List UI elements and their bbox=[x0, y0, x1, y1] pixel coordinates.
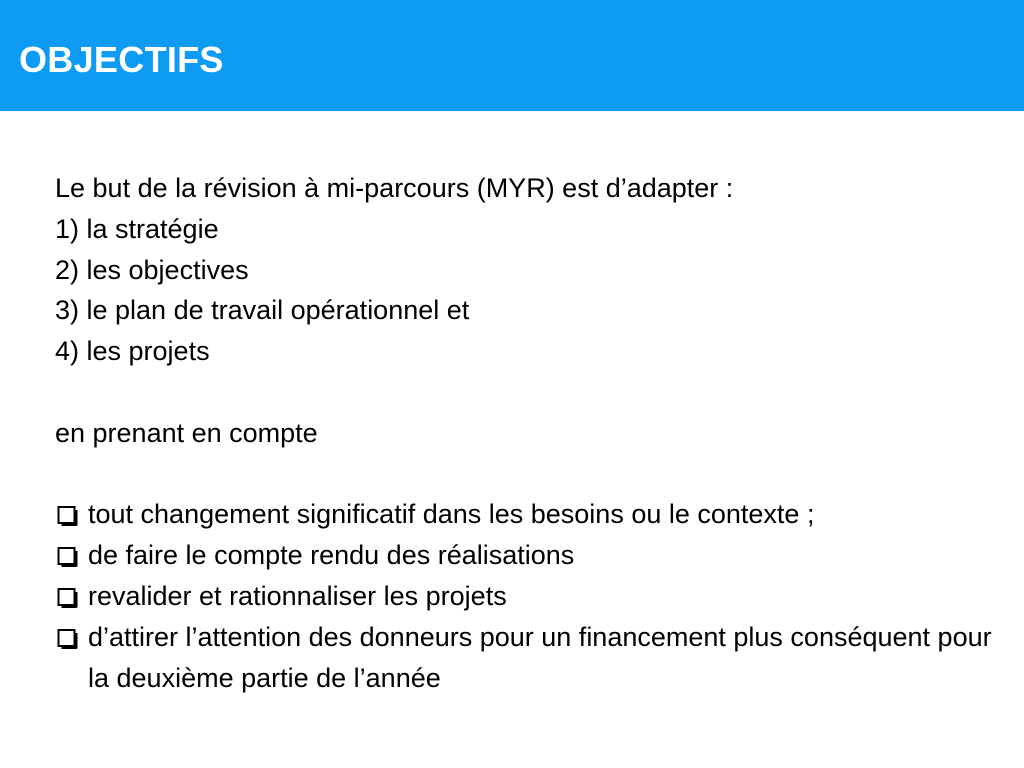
spacer bbox=[55, 454, 995, 495]
bullet-text: revalider et rationnaliser les projets bbox=[88, 580, 507, 611]
slide-title: OBJECTIFS bbox=[19, 39, 224, 80]
title-bar bbox=[0, 0, 1024, 111]
bullet-text: d’attirer l’attention des donneurs pour un financement plus conséquent pour la deuxième partie de l’année bbox=[88, 621, 992, 693]
bullet-item bbox=[55, 617, 1008, 699]
bullet-item bbox=[55, 535, 995, 576]
intro-text: Le but de la révision à mi-parcours (MYR) est d’adapter : bbox=[55, 173, 734, 203]
checkbox-icon bbox=[55, 629, 83, 649]
bullet-list bbox=[55, 494, 995, 698]
numbered-item: 2) les objectives bbox=[55, 254, 249, 285]
bullet-item bbox=[55, 576, 995, 617]
bullet-text: de faire le compte rendu des réalisations bbox=[88, 540, 575, 571]
checkbox-icon bbox=[55, 588, 83, 608]
numbered-item: 4) les projets bbox=[55, 336, 210, 367]
spacer bbox=[55, 372, 995, 413]
numbered-item: 1) la stratégie bbox=[55, 213, 219, 244]
checkbox-icon bbox=[55, 547, 83, 567]
slide-body bbox=[55, 168, 995, 698]
numbered-item: 3) le plan de travail opérationnel et bbox=[55, 295, 470, 326]
bullet-text: tout changement significatif dans les besoins ou le contexte ; bbox=[88, 499, 815, 530]
bullet-item bbox=[55, 494, 888, 535]
checkbox-icon bbox=[55, 506, 83, 526]
transition-text: en prenant en compte bbox=[55, 417, 318, 448]
